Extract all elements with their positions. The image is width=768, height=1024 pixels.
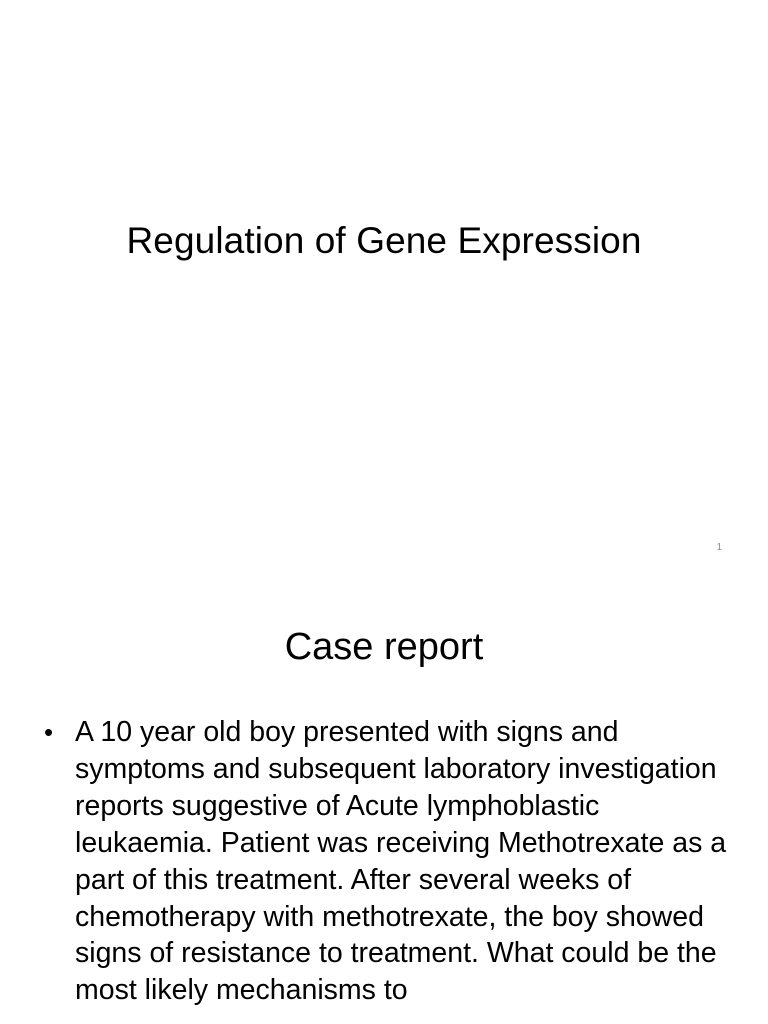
- slide-title: Case report: [284, 626, 484, 668]
- slide-title: Regulation of Gene Expression: [126, 220, 642, 261]
- slide-number: 1: [716, 542, 722, 553]
- bullet-dot-icon: •: [44, 717, 54, 747]
- bullet-text: A 10 year old boy presented with signs and symptoms and subsequent laboratory investigation reports suggestive of Acute lymphoblastic leukaemia. Patient was receiving Methotrexate as a part of this treatment. After several weeks of chemotherapy with methotrexate, the boy showed signs of resistance to treatment. What could be the most likely mechanisms to: [75, 716, 727, 1007]
- bullet-item: [44, 714, 734, 1009]
- slide-2: [0, 576, 768, 1024]
- bullet-list: [44, 714, 734, 1009]
